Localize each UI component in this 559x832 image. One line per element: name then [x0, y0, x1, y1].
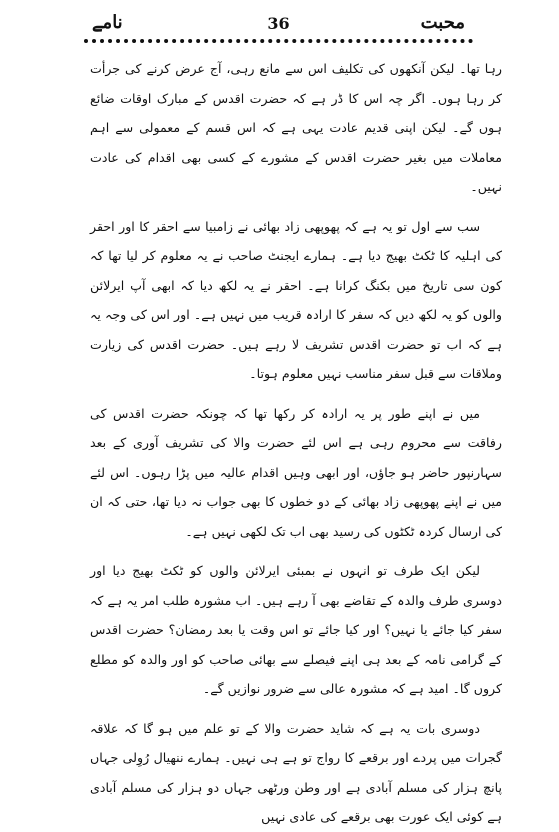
paragraph: میں نے اپنے طور پر یہ ارادہ کر رکھا تھا کہ چونکہ حضرت اقدس کی رفاقت سے محروم رہی ہے اس لئے حضرت والا کی تشریف آوری کے بعد سہارنپور حاضر ہو جاؤں، اور ابھی وہیں اقدام عالیہ میں پڑا رہوں۔ اس لئے میں نے اپنے پھوپھی زاد بھائی کے دو خطوں کا بھی جواب نہ دیا تھا، حتی کہ ان کی ارسال کردہ ٹکٹوں کی رسید بھی اب تک لکھی نہیں ہے۔	[90, 405, 502, 539]
running-title-left: نامے	[92, 12, 123, 33]
paragraph: رہا تھا۔ لیکن آنکھوں کی تکلیف اس سے مانع رہی، آج عرض کرنے کی جرأت کر رہا ہوں۔ اگر چہ اس کا ڈر ہے کہ حضرت اقدس کے مبارک اوقات ضائع ہوں گے۔ لیکن اپنی قدیم عادت یہی ہے کہ اس قسم کے معمولی سے اہم معاملات میں بغیر حضرت اقدس کے مشورے کے کسی بھی اقدام کی عادت نہیں۔	[90, 61, 502, 194]
paragraph: لیکن ایک طرف تو انہوں نے بمبئی ایرلائن والوں کو ٹکٹ بھیج دیا اور دوسری طرف والدہ کے تقاضے بھی آ رہے ہیں۔ اب مشورہ طلب امر یہ ہے کہ سفر کیا جائے یا نہیں؟ اور کیا جائے تو اس وقت یا بعد رمضان؟ حضرت اقدس کے گرامی نامہ کے بعد ہی اپنے فیصلے سے بھائی صاحب کو اور والدہ کو مطلع کروں گا۔ امید ہے کہ مشورہ عالی سے ضرور نوازیں گے۔	[90, 563, 502, 696]
page-number: 36	[267, 14, 290, 33]
page-header	[88, 6, 469, 40]
paragraph: دوسری بات یہ ہے کہ شاید حضرت والا کے تو علم میں ہو گا کہ علاقہ گجرات میں پردے اور برقعے کا رواج تو ہے ہی نہیں۔ ہمارے ننھیال رُوِلی جہاں پانچ ہزار کی مسلم آبادی ہے اور وطن ورٹھی جہاں دو ہزار کی مسلم آبادی ہے کوئی ایک عورت بھی برقعے کی عادی نہیں	[90, 720, 502, 824]
running-title-right: محبت	[420, 12, 465, 33]
paragraph: سب سے اول تو یہ ہے کہ پھوپھی زاد بھائی نے زامبیا سے احقر کا اور احقر کی اہلیہ کا ٹکٹ بھیج دیا ہے۔ ہمارے ایجنٹ صاحب نے یہ معلوم کر لیا تھا کہ کون سی تاریخ میں بکنگ کرانا ہے۔ احقر نے یہ لکھ دیا کہ ابھی آپ ایرلائن والوں کو یہ لکھ دیں کہ سفر کا ارادہ قریب میں نہیں ہے۔ اور اس کی وجہ یہ ہے کہ اب تو حضرت اقدس تشریف لا رہے ہیں۔ حضرت اقدس کی زیارت وملاقات سے قبل سفر مناسب نہیں معلوم ہوتا۔	[90, 218, 502, 381]
body-text	[90, 54, 502, 832]
header-divider	[84, 39, 473, 43]
